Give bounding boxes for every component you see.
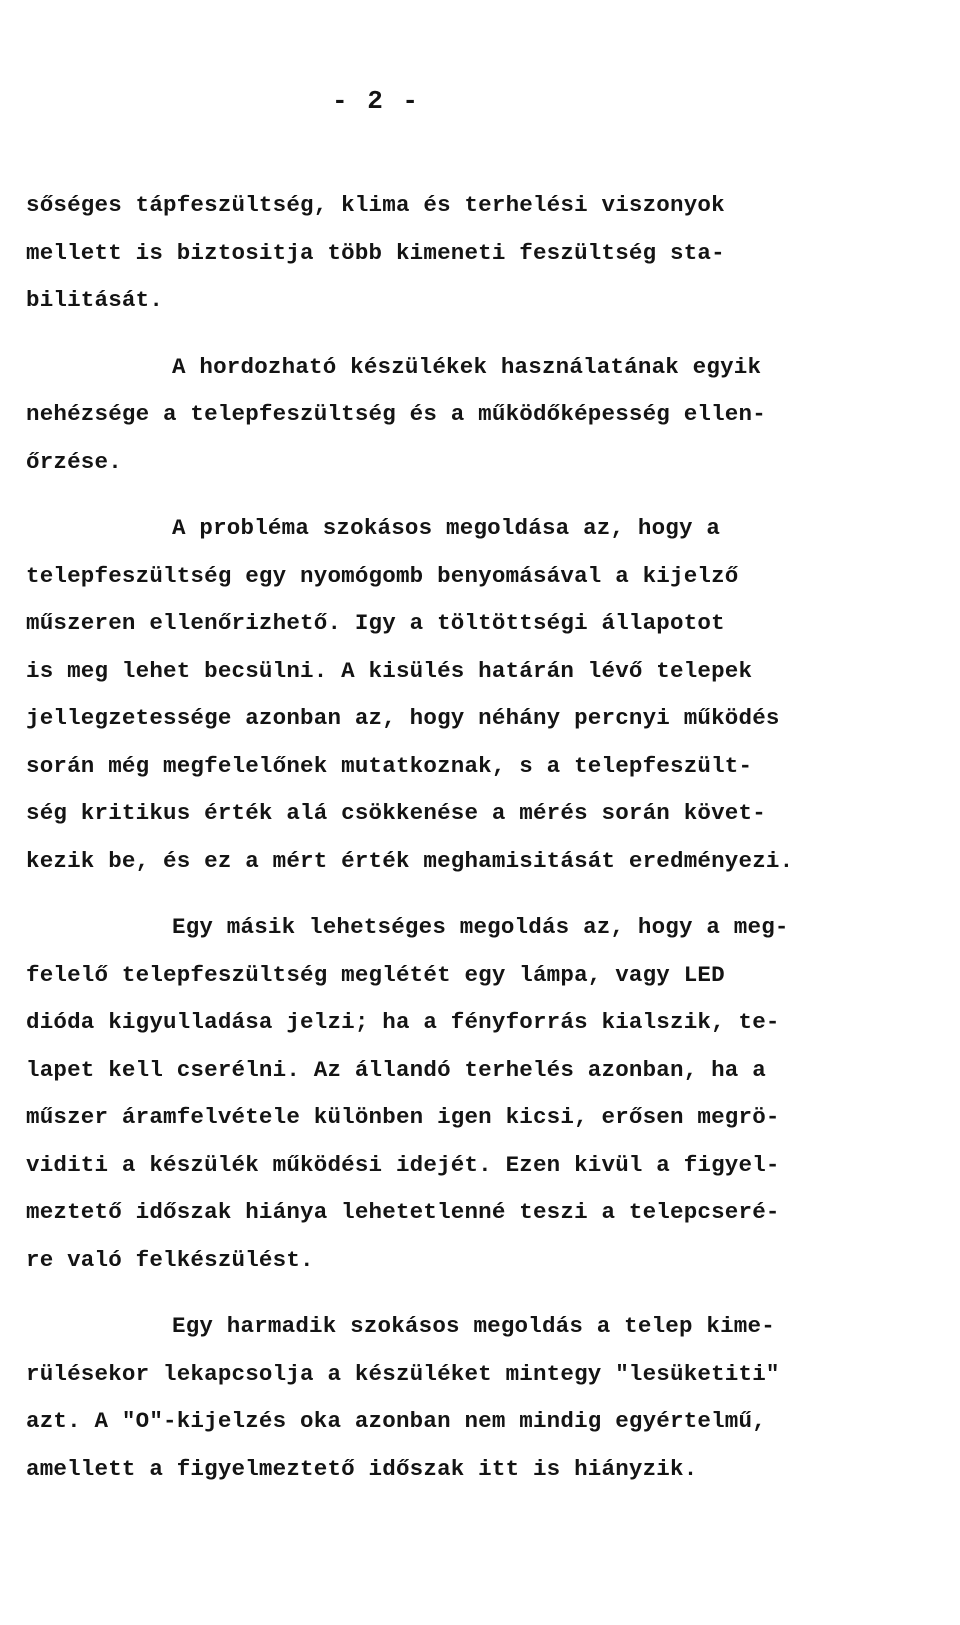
text-line: meztető időszak hiánya lehetetlenné teszi a telepcseré- bbox=[26, 1199, 780, 1225]
text-line: őrzése. bbox=[26, 448, 122, 475]
text-line: A hordozható készülékek használatának egyik bbox=[172, 353, 762, 380]
text-line: viditi a készülék működési idejét. Ezen kivül a figyel- bbox=[26, 1151, 780, 1178]
text-line: lapet kell cserélni. Az állandó terhelés azonban, ha a bbox=[26, 1056, 766, 1083]
paragraph-spacer bbox=[26, 885, 936, 904]
paragraph-2 bbox=[26, 344, 936, 487]
text-line: bilitását. bbox=[26, 287, 164, 313]
text-line: műszer áramfelvétele különben igen kicsi, erősen megrö- bbox=[26, 1104, 780, 1130]
paragraph-4 bbox=[26, 904, 936, 1284]
text-line: is meg lehet becsülni. A kisülés határán lévő telepek bbox=[26, 657, 753, 684]
text-line: ség kritikus érték alá csökkenése a mérés során követ- bbox=[26, 800, 766, 826]
paragraph-1 bbox=[26, 182, 936, 325]
paragraph-spacer bbox=[26, 1284, 936, 1303]
paragraph-spacer bbox=[26, 486, 936, 505]
text-line: dióda kigyulladása jelzi; ha a fényforrás kialszik, te- bbox=[26, 1009, 780, 1035]
paragraph-3 bbox=[26, 505, 936, 885]
text-line: Egy harmadik szokásos megoldás a telep kime- bbox=[172, 1313, 775, 1339]
text-line: rülésekor lekapcsolja a készüléket mintegy "lesüketiti" bbox=[26, 1360, 780, 1387]
text-line: kezik be, és ez a mért érték meghamisitását eredményezi. bbox=[26, 847, 794, 874]
text-line: során még megfelelőnek mutatkoznak, s a telepfeszült- bbox=[26, 752, 753, 779]
paragraph-5 bbox=[26, 1303, 936, 1493]
text-line: mellett is biztositja több kimeneti feszültség sta- bbox=[26, 239, 725, 266]
text-line: felelő telepfeszültség meglétét egy lámpa, vagy LED bbox=[26, 961, 725, 988]
text-line: telepfeszültség egy nyomógomb benyomásával a kijelző bbox=[26, 562, 739, 589]
text-line: re való felkészülést. bbox=[26, 1246, 314, 1273]
text-line: azt. A "O"-kijelzés oka azonban nem mindig egyértelmű, bbox=[26, 1408, 766, 1434]
text-line: Egy másik lehetséges megoldás az, hogy a meg- bbox=[172, 914, 789, 940]
paragraph-spacer bbox=[26, 325, 936, 344]
text-line: A probléma szokásos megoldása az, hogy a bbox=[172, 515, 721, 541]
text-line: sőséges tápfeszültség, klima és terhelési viszonyok bbox=[26, 192, 725, 218]
document-body bbox=[26, 182, 936, 1493]
text-line: jellegzetessége azonban az, hogy néhány percnyi működés bbox=[26, 705, 780, 731]
text-line: nehézsége a telepfeszültség és a működőképesség ellen- bbox=[26, 401, 766, 427]
page-number: - 2 - bbox=[331, 86, 420, 116]
text-line: amellett a figyelmeztető időszak itt is hiányzik. bbox=[26, 1455, 698, 1482]
text-line: műszeren ellenőrizhető. Igy a töltöttségi állapotot bbox=[26, 610, 725, 636]
